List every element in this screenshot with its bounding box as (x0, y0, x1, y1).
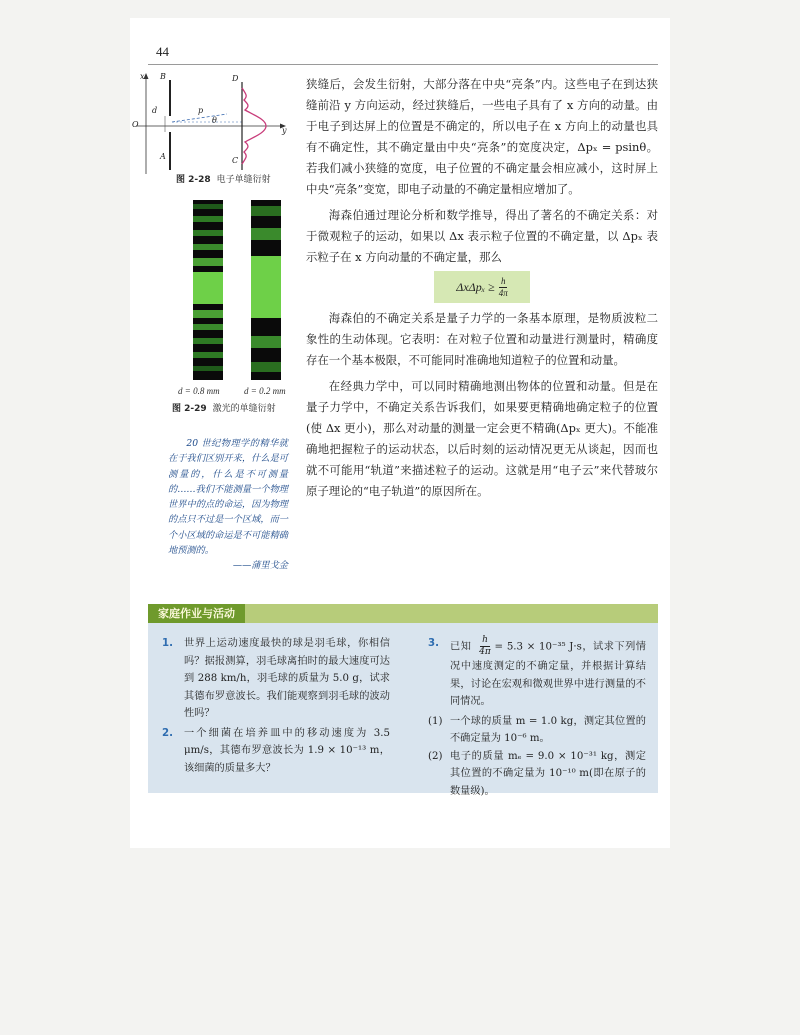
label-o: O (132, 120, 139, 129)
exercise-item-2 (162, 725, 390, 778)
page-number: 44 (156, 44, 169, 59)
figure-2-28-caption (176, 172, 271, 185)
label-c: C (232, 156, 239, 165)
exercise-number-2: 2. (162, 727, 173, 739)
exercise-item-1 (162, 635, 390, 723)
formula-denominator: 4π (498, 287, 508, 298)
label-theta: θ (212, 116, 217, 125)
exercise-3-sub-2-label: (2) (428, 750, 443, 762)
label-a: A (160, 152, 166, 161)
exercise-panel (148, 623, 658, 797)
exercise-3-sub-2-text: 电子的质量 mₑ = 9.0 × 10⁻³¹ kg，测定其位置的不确定量为 10⁻¹⁰ m(即在原子的数量级)。 (450, 750, 646, 797)
exercise-3-sub-1 (428, 713, 646, 748)
main-text (306, 74, 658, 502)
sidenote-text: 20 世纪物理学的精华就在于我们区别开来，什么是可测量的，什么是不可测量的……我们不能测量一个物理世界中的点的命运，因为物理的点只不过是一个区域，而一个小区域的命运是不可能精确地预测的。 (168, 438, 288, 557)
label-p: p (198, 106, 204, 115)
label-b: B (160, 72, 166, 81)
figure-2-28-number: 图 2-28 (176, 175, 211, 185)
label-slit-width-b: d = 0.2 mm (244, 386, 286, 396)
exercise-text-1: 世界上运动速度最快的球是羽毛球，你相信吗？据报测算，羽毛球离拍时的最大速度可达到 288 km/h，羽毛球的质量为 5.0 g，试求其德布罗意波长。我们能观察到羽毛球的波动性吗？ (184, 638, 390, 719)
paragraph-3: 海森伯的不确定关系是量子力学的一条基本原理，是物质波粒二象性的生动体现。它表明：在对粒子位置和动量进行测量时，精确度存在一个基本极限，不可能同时准确地知道粒子的位置和动量。 (306, 311, 658, 367)
exercise-3-lead: 已知 (450, 641, 472, 653)
label-d-slit: d (152, 106, 158, 115)
exercise-3-rest: = 5.3 × 10⁻³⁵ J·s，试求下列情况中速度测定的不确定量，并根据计算结果，讨论在宏观和微观世界中进行测量的不同情况。 (450, 641, 646, 707)
paragraph-1: 狭缝后，会发生衍射，大部分落在中央“亮条”内。这些电子在到达狭缝前沿 y 方向运动，经过狭缝后，一些电子具有了 x 方向的动量。由于电子到达屏上的位置是不确定的，所以电子在 x 方向上的动量也具有不确定性，其不确定量由中央“亮条”的宽度决定，Δpₓ = psinθ。若我们减小狭缝的宽度，电子位置的不确定量会相应减小，这时屏上中央“亮条”变宽，即电子动量的不确定量相应增加了。 (306, 77, 658, 196)
exercise-3-denominator: 4π (479, 647, 491, 657)
figure-2-29-title: 激光的单缝衍射 (212, 404, 276, 414)
figure-2-29 (193, 200, 293, 380)
figure-2-29-number: 图 2-29 (172, 404, 207, 414)
exercise-text-2: 一个细菌在培养皿中的移动速度为 3.5 μm/s，其德布罗意波长为 1.9 × 10⁻¹³ m，该细菌的质量多大？ (184, 727, 390, 774)
exercise-column-right (428, 635, 646, 800)
uncertainty-formula (434, 271, 530, 303)
single-slit-diagram (132, 70, 297, 180)
exercise-title: 家庭作业与活动 (148, 604, 245, 623)
paragraph-2: 海森伯通过理论分析和数学推导，得出了著名的不确定关系：对于微观粒子的运动，如果以 Δx 表示粒子位置的不确定量，以 Δpₓ 表示粒子在 x 方向动量的不确定量，那么 (306, 208, 658, 264)
exercise-3-sub-1-text: 一个球的质量 m = 1.0 kg，测定其位置的不确定量为 10⁻⁶ m。 (450, 715, 646, 744)
exercise-3-sub-2 (428, 748, 646, 801)
label-d-upper: D (232, 74, 239, 83)
label-y: y (282, 126, 287, 135)
diffraction-strip-wide-slit (193, 200, 223, 380)
exercise-3-fraction (479, 635, 491, 658)
label-slit-width-a: d = 0.8 mm (178, 386, 220, 396)
exercise-3-numerator: h (482, 635, 488, 645)
exercise-number-1: 1. (162, 638, 173, 649)
sidenote-quote (168, 436, 288, 574)
diffraction-strip-narrow-slit (251, 200, 281, 380)
exercise-item-3 (428, 635, 646, 711)
formula-numerator: h (500, 275, 506, 286)
exercise-column-left (162, 635, 390, 779)
header-rule (148, 64, 658, 65)
exercise-3-sub-1-label: (1) (428, 715, 443, 727)
formula-lhs: ΔxΔpₓ ≥ (456, 279, 495, 294)
formula-fraction (499, 276, 508, 299)
sidenote-author: ——蒲里戈金 (232, 560, 288, 572)
figure-2-29-caption (172, 401, 276, 414)
exercise-number-3: 3. (428, 638, 439, 649)
figure-2-28-title: 电子单缝衍射 (216, 175, 271, 185)
paragraph-4: 在经典力学中，可以同时精确地测出物体的位置和动量。但是在量子力学中，不确定关系告诉我们，如果要更精确地确定粒子的位置(使 Δx 更小)，那么对动量的测量一定会更不精确(Δpₓ 更大)。不能准确地把握粒子的运动状态，以后时刻的运动情况更无从谈起，因而也就不可能用“轨道”来描述粒子的运动。这就是用“电子云”来代替玻尔原子理论的“电子轨道”的原因所在。 (306, 379, 658, 498)
label-x: x (140, 72, 145, 81)
exercise-header (148, 604, 658, 623)
